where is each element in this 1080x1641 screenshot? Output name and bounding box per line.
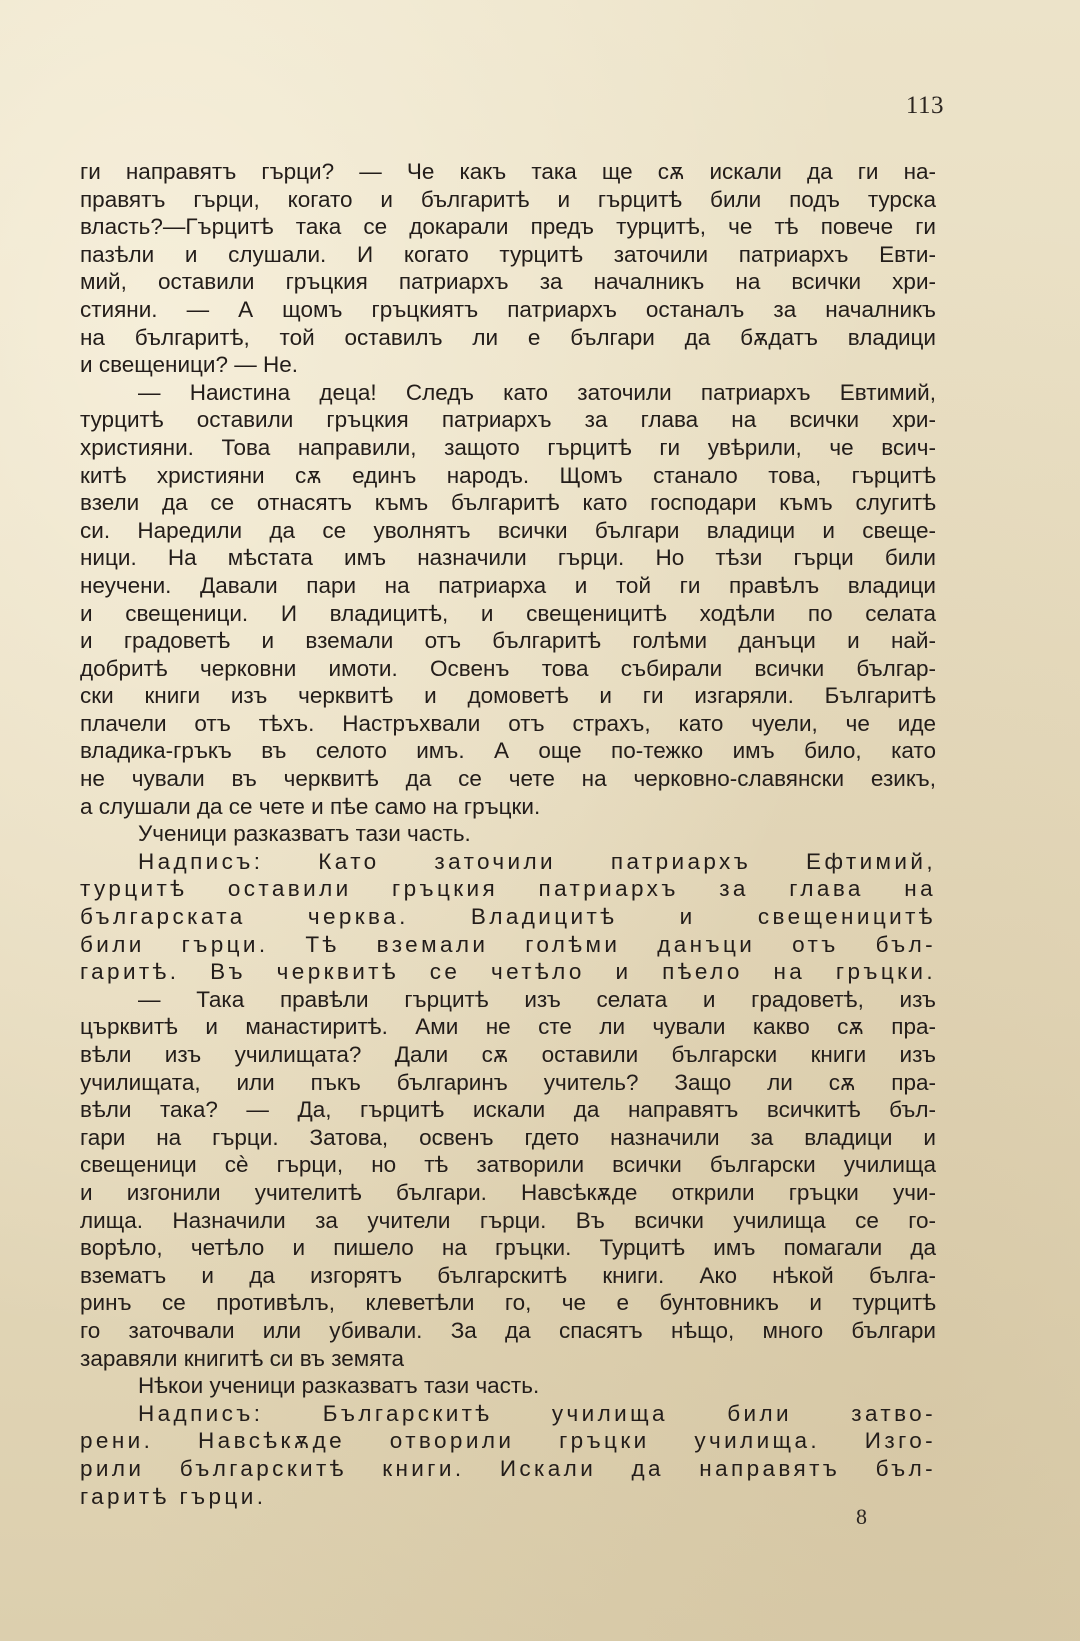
- text-line: Нѣкои ученици разказватъ тази часть.: [138, 1373, 540, 1399]
- text-line: владика-гръкъ въ селото имъ. А още по-тежко имъ било, като: [80, 738, 936, 764]
- text-line: взематъ и да изгорятъ българскитѣ книги. Ако нѣкой бълга-: [80, 1262, 936, 1288]
- text-line: пазѣли и слушали. И когато турцитѣ заточили патриархъ Евти-: [80, 241, 936, 267]
- page-number: 113: [905, 92, 944, 119]
- text-line: власть?—Гърцитѣ така се докарали предъ турцитѣ, че тѣ повече ги: [80, 214, 936, 240]
- text-line: китѣ християни сѫ единъ народъ. Щомъ станало това, гърцитѣ: [80, 462, 936, 488]
- signature-mark: 8: [856, 1504, 867, 1529]
- text-line: християни. Това направили, защото гърцитѣ ги увѣрили, че всич-: [80, 434, 936, 460]
- text-line: гари на гърци. Затова, освенъ гдето назначили за владици и: [80, 1124, 936, 1150]
- text-line: Надписъ: Българскитѣ училища били затво-: [138, 1400, 936, 1426]
- text-line: ворѣло, четѣло и пишело на гръцки. Турцитѣ имъ помагали да: [80, 1235, 936, 1261]
- text-line: и свещеници. И владицитѣ, и свещеницитѣ ходѣли по селата: [80, 600, 936, 626]
- text-line: — Наистина деца! Следъ като заточили патриархъ Евтимий,: [138, 379, 936, 405]
- text-line: Надписъ: Като заточили патриархъ Ефтимий,: [138, 848, 936, 874]
- text-line: и свещеници? — Не.: [80, 352, 299, 378]
- text-line: взели да се отнасятъ къмъ българитѣ като господари къмъ слугитѣ: [80, 490, 936, 516]
- text-line: на българитѣ, той оставилъ ли е българи да бѫдатъ владици: [80, 324, 936, 350]
- text-line: а слушали да се чете и пѣе само на гръцки.: [80, 793, 541, 819]
- body-text: [80, 158, 936, 1510]
- text-line: турцитѣ оставили гръцкия патриархъ за глава на всички хри-: [80, 407, 936, 433]
- text-line: и градоветѣ и вземали отъ българитѣ голѣми данъци и най-: [80, 628, 936, 654]
- text-line: гаритѣ. Въ черквитѣ се четѣло и пѣело на гръцки.: [80, 959, 936, 985]
- text-line: свещеници сè гърци, но тѣ затворили всички български училища: [80, 1152, 936, 1178]
- text-line: рени. Навсѣкѫде отворили гръцки училища. Изго-: [80, 1428, 936, 1454]
- text-line: ги направятъ гърци? — Че какъ така ще сѫ искали да ги на-: [80, 159, 936, 184]
- text-line: рили българскитѣ книги. Искали да направятъ бъл-: [80, 1455, 936, 1481]
- text-line: българската черква. Владицитѣ и свещеницитѣ: [80, 904, 936, 930]
- text-line: гаритѣ гърци.: [80, 1483, 267, 1509]
- text-line: ници. На мѣстата имъ назначили гърци. Но тѣзи гърци били: [80, 545, 936, 571]
- text-line: не чували въ черквитѣ да се чете на черковно-славянски езикъ,: [80, 766, 936, 792]
- text-line: вѣли изъ училищата? Дали сѫ оставили български книги изъ: [80, 1042, 936, 1067]
- text-line: училищата, или пъкъ българинъ учитель? Защо ли сѫ пра-: [80, 1069, 936, 1095]
- text-line: лища. Назначили за учители гърци. Въ всички училища се го-: [80, 1207, 936, 1233]
- text-line: турцитѣ оставили гръцкия патриархъ за глава на: [80, 876, 936, 902]
- text-line: ски книги изъ черквитѣ и домоветѣ и ги изгаряли. Българитѣ: [80, 683, 936, 709]
- text-line: си. Наредили да се уволнятъ всички българи владици и свеще-: [80, 517, 936, 543]
- text-line: ринъ се противѣлъ, клеветѣли го, че е бунтовникъ и турцитѣ: [80, 1290, 936, 1316]
- text-line: били гърци. Тѣ вземали голѣми данъци отъ бъл-: [80, 931, 936, 957]
- text-line: неучени. Давали пари на патриарха и той ги правѣлъ владици: [80, 572, 936, 598]
- text-line: мий, оставили гръцкия патриархъ за началникъ на всички хри-: [80, 269, 936, 295]
- text-line: правятъ гърци, когато и българитѣ и гърцитѣ били подъ турска: [80, 186, 936, 212]
- text-line: вѣли така? — Да, гърцитѣ искали да направятъ всичкитѣ бъл-: [80, 1097, 936, 1123]
- text-line: Ученици разказватъ тази часть.: [138, 821, 471, 847]
- text-line: го заточвали или убивали. За да спасятъ нѣщо, много българи: [80, 1317, 936, 1343]
- text-line: — Така правѣли гърцитѣ изъ селата и градоветѣ, изъ: [138, 986, 936, 1012]
- text-line: църквитѣ и манастиритѣ. Ами не сте ли чували какво сѫ пра-: [80, 1014, 936, 1040]
- text-line: заравяли книгитѣ си въ земята: [80, 1345, 405, 1371]
- text-line: плачели отъ тѣхъ. Настръхвали отъ страхъ, като чуели, че иде: [80, 710, 936, 736]
- text-line: и изгонили учителитѣ българи. Навсѣкѫде открили гръцки учи-: [80, 1179, 936, 1205]
- text-line: добритѣ черковни имоти. Освенъ това събирали всички българ-: [80, 655, 936, 681]
- text-line: стияни. — А щомъ гръцкиятъ патриархъ останалъ за началникъ: [80, 296, 936, 322]
